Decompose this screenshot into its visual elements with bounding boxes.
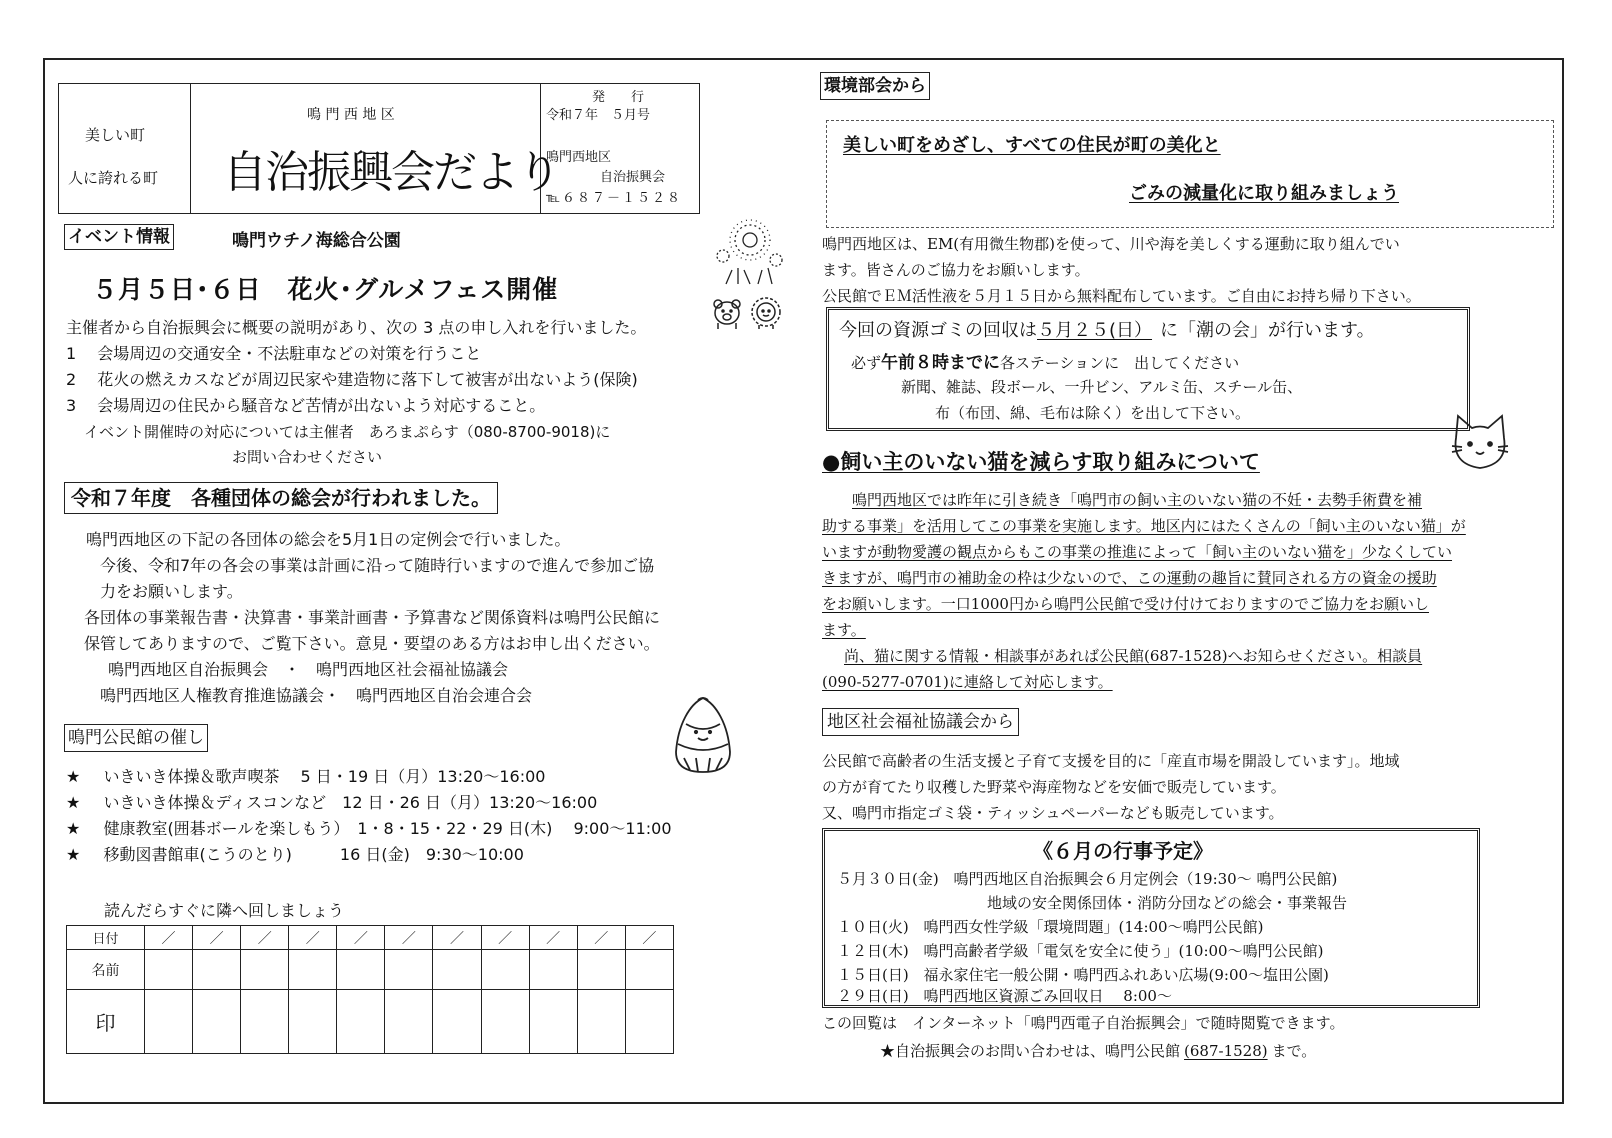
roster-name-label: 名前: [67, 950, 145, 990]
district-name: 鳴 門 西 地 区: [307, 107, 395, 123]
environment-slogan-box: [826, 120, 1554, 228]
welfare-line-3: 又、鳴門市指定ゴミ袋・ティッシュペーパーなども販売しています。: [822, 804, 1284, 822]
star-icon: ★: [66, 845, 81, 864]
assembly-line-2: 今後、令和7年の各会の事業は計画に沿って随時行いますので進んで参加ご協: [100, 556, 655, 575]
assembly-line-4: 各団体の事業報告書・決算書・事業計画書・予算書など関係資料は鳴門公民館に: [84, 608, 661, 627]
recycle-time-post: 各ステーションに 出してください: [1000, 354, 1240, 372]
roster-date-cell: ／: [385, 926, 433, 950]
kominkan-event-text: いきいき体操＆歌声喫茶 5 日・19 日（月）13:20～16:00: [103, 767, 546, 786]
event-headline: ５月５日･６日 花火･グルメフェス開催: [92, 275, 559, 304]
schedule-date: ５月３０日(金): [837, 870, 939, 888]
cats-line-7: 尚、猫に関する情報・相談事があれば公民館(687-1528)へお知らせください。相談員: [844, 647, 1423, 665]
recycle-time-pre: 必ず: [851, 354, 882, 372]
environment-heading: 環境部会から: [820, 72, 930, 100]
assembly-orgs-2: 鳴門西地区人権教育推進協議会・ 鳴門西地区自治会連合会: [100, 686, 533, 705]
slogan-line2: 人に誇れる町: [68, 169, 159, 187]
cats-line-4: きますが、鳴門市の補助金の枠は少ないので、この運動の趣旨に賛同される方の資金の援助: [822, 569, 1437, 587]
roster-name-cell: [241, 950, 289, 990]
schedule-row-2: 地域の安全関係団体・消防分団などの総会・事業報告: [987, 894, 1348, 912]
cats-line-2: 助する事業」を活用してこの事業を実施します。地区内にはたくさんの「飼い主のいない猫」が: [822, 517, 1466, 535]
schedule-text: 福永家住宅一般公開・鳴門西ふれあい広場(9:00～塩田公園): [923, 966, 1329, 984]
roster-date-cell: ／: [529, 926, 577, 950]
environment-slogan-1: 美しい町をめざし、すべての住民が町の美化と: [843, 135, 1221, 156]
kominkan-event-4: [66, 842, 524, 868]
environment-line-1: 鳴門西地区は、EM(有用微生物郡)を使って、川や海を美しくする運動に取り組んでい: [822, 235, 1400, 253]
event-item-3: 3 会場周辺の住民から騒音など苦情が出ないよう対応すること。: [66, 396, 546, 415]
recycle-items-1: 新聞、雑誌、段ボール、一升ビン、アルミ缶、スチール缶、: [901, 378, 1303, 396]
assembly-line-3: 力をお願いします。: [100, 582, 243, 601]
footer-phone: (687-1528): [1184, 1042, 1268, 1060]
newsletter-title: 自治振興会だより: [223, 147, 559, 198]
roster-date-cell: ／: [337, 926, 385, 950]
event-item-1: 1 会場周辺の交通安全・不法駐車などの対策を行うこと: [66, 344, 482, 363]
cats-heading: ●飼い主のいない猫を減らす取り組みについて: [822, 450, 1260, 474]
recycle-date: ５月２５(日）: [1037, 320, 1153, 341]
schedule-date: ２９日(日): [837, 987, 909, 1005]
bear-icon: [710, 296, 744, 330]
schedule-row-6: [837, 985, 1172, 1007]
publisher-line2: 自治振興会: [600, 170, 666, 185]
event-contact-line2: お問い合わせください: [232, 448, 383, 466]
roster-seal-cell: [337, 990, 385, 1054]
issue-label: 発 行: [592, 90, 645, 105]
roster-date-label: 日付: [67, 926, 145, 950]
roster-date-cell: ／: [577, 926, 625, 950]
roster-seal-cell: [481, 990, 529, 1054]
phone-number: ℡６８７－１５２８: [546, 191, 682, 206]
environment-line-3: 公民館でＥＭ活性液を５月１５日から無料配布しています。ご自由にお持ち帰り下さい。: [822, 287, 1421, 305]
roster-name-cell: [577, 950, 625, 990]
star-icon: ★: [66, 767, 81, 786]
recycle-notice-box: [826, 307, 1470, 431]
cats-line-1: 鳴門西地区では昨年に引き続き「鳴門市の飼い主のいない猫の不妊・去勢手術費を補: [852, 491, 1423, 509]
welfare-line-2: の方が育てたり収穫した野菜や海産物などを安価で販売しています。: [822, 778, 1286, 796]
roster-name-cell: [337, 950, 385, 990]
kominkan-event-2: [66, 790, 597, 816]
assembly-orgs-1: 鳴門西地区自治振興会 ・ 鳴門西地区社会福祉協議会: [108, 660, 509, 679]
schedule-text: 鳴門西女性学級「環境問題」(14:00～鳴門公民館): [923, 918, 1264, 936]
schedule-row-4: [837, 939, 1323, 963]
circulation-roster: [66, 925, 674, 1054]
roster-date-cell: ／: [145, 926, 193, 950]
roster-name-cell: [433, 950, 481, 990]
footer-line1: この回覧は インターネット「鳴門西電子自治振興会」で随時閲覧できます。: [822, 1014, 1345, 1032]
lion-icon: [749, 296, 783, 330]
roster-seal-cell: [385, 990, 433, 1054]
event-tag: イベント情報: [64, 224, 174, 250]
kominkan-heading: 鳴門公民館の催し: [64, 724, 208, 752]
roster-date-cell: ／: [241, 926, 289, 950]
footer-contact-post: まで。: [1271, 1042, 1317, 1060]
roster-seal-label: 印: [67, 990, 145, 1054]
publisher-line1: 鳴門西地区: [546, 150, 612, 165]
cats-line-6: ます。: [822, 621, 866, 639]
recycle-time-line: [851, 348, 1239, 373]
schedule-row-3: [837, 915, 1263, 939]
cats-line-5: をお願いします。一口1000円から鳴門公民館で受け付けておりますのでご協力をお願いし: [822, 595, 1429, 613]
environment-line-2: ます。皆さんのご協力をお願いします。: [822, 261, 1090, 279]
schedule-row-1: [837, 867, 1337, 891]
recycle-items-2: 布（布団、綿、毛布は除く）を出して下さい。: [935, 404, 1251, 422]
kominkan-event-3: [66, 816, 672, 842]
roster-name-cell: [481, 950, 529, 990]
roster-date-cell: ／: [481, 926, 529, 950]
title-cell: [190, 84, 559, 213]
recycle-line: [839, 316, 1375, 342]
roster-name-cell: [385, 950, 433, 990]
event-intro: 主催者から自治振興会に概要の説明があり、次の 3 点の申し入れを行いました。: [66, 318, 647, 337]
fireworks-icon: [712, 218, 787, 288]
roster-date-cell: ／: [193, 926, 241, 950]
schedule-heading: 《６月の行事予定》: [1033, 839, 1213, 863]
schedule-text: 鳴門高齢者学級「電気を安全に使う」(10:00～鳴門公民館): [923, 942, 1324, 960]
cats-line-8: (090-5277-0701)に連絡して対応します。: [822, 673, 1113, 691]
recycle-post: に「潮の会」が行います。: [1160, 320, 1375, 341]
kominkan-event-1: [66, 764, 545, 790]
event-venue: 鳴門ウチノ海総合公園: [232, 231, 401, 251]
issue-date: 令和７年 ５月号: [546, 108, 651, 123]
roster-seal-cell: [433, 990, 481, 1054]
masthead: [58, 83, 700, 214]
environment-slogan-2: ごみの減量化に取り組みましょう: [1129, 183, 1399, 204]
schedule-row-5: [837, 963, 1329, 987]
roster-name-cell: [625, 950, 673, 990]
cat-icon: [1448, 412, 1512, 472]
assembly-heading: 令和７年度 各種団体の総会が行われました。: [64, 482, 498, 514]
schedule-date: １０日(火): [837, 918, 909, 936]
slogan-line1: 美しい町: [85, 126, 146, 144]
roster-seal-cell: [289, 990, 337, 1054]
slogan-cell: [59, 84, 191, 213]
assembly-line-1: 鳴門西地区の下記の各団体の総会を5月1日の定例会で行いました。: [86, 530, 571, 549]
roster-caption: 読んだらすぐに隣へ回しましょう: [104, 901, 345, 920]
roster-seal-cell: [625, 990, 673, 1054]
schedule-text: 鳴門西地区資源ごみ回収日 8:00～: [923, 987, 1172, 1005]
footer-line2: [880, 1040, 1316, 1061]
roster-name-cell: [289, 950, 337, 990]
roster-date-cell: ／: [433, 926, 481, 950]
bamboo-shoot-icon: [668, 694, 738, 776]
schedule-box: [822, 828, 1480, 1008]
roster-date-cell: ／: [289, 926, 337, 950]
welfare-heading: 地区社会福祉協議会から: [822, 708, 1019, 736]
schedule-date: １５日(日): [837, 966, 909, 984]
schedule-date: １２日(木): [837, 942, 909, 960]
kominkan-event-text: 移動図書館車(こうのとり) 16 日(金) 9:30～10:00: [103, 845, 524, 864]
event-item-2: 2 花火の燃えカスなどが周辺民家や建造物に落下して被害が出ないよう(保険): [66, 370, 638, 389]
assembly-line-5: 保管してありますので、ご覧下さい。意見・要望のある方はお申し出ください。: [84, 634, 660, 653]
recycle-pre: 今回の資源ゴミの回収は: [839, 320, 1037, 341]
event-contact-line1: イベント開催時の対応については主催者 あろまぷらす（080-8700-9018)に: [84, 423, 611, 441]
star-icon: ★: [66, 793, 81, 812]
star-icon: ★: [66, 819, 81, 838]
cats-line-3: いますが動物愛護の観点からもこの事業の推進によって「飼い主のいない猫を」少なくしてい: [822, 543, 1453, 561]
welfare-line-1: 公民館で高齢者の生活支援と子育て支援を目的に「産直市場を開設しています」。地域: [822, 752, 1400, 770]
kominkan-event-text: 健康教室(囲碁ボールを楽しもう） 1・8・15・22・29 日(木) 9:00～11:00: [103, 819, 672, 838]
roster-name-cell: [145, 950, 193, 990]
roster-seal-cell: [145, 990, 193, 1054]
issue-cell: [540, 84, 699, 213]
schedule-text: 鳴門西地区自治振興会６月定例会（19:30～ 鳴門公民館): [953, 870, 1338, 888]
roster-name-cell: [529, 950, 577, 990]
roster-seal-cell: [193, 990, 241, 1054]
recycle-time: 午前８時までに: [881, 353, 1001, 373]
roster-seal-cell: [529, 990, 577, 1054]
footer-contact-pre: ★自治振興会のお問い合わせは、鳴門公民館: [880, 1042, 1181, 1060]
kominkan-event-text: いきいき体操＆ディスコンなど 12 日・26 日（月）13:20～16:00: [103, 793, 598, 812]
roster-seal-cell: [577, 990, 625, 1054]
roster-seal-cell: [241, 990, 289, 1054]
roster-date-cell: ／: [625, 926, 673, 950]
roster-name-cell: [193, 950, 241, 990]
